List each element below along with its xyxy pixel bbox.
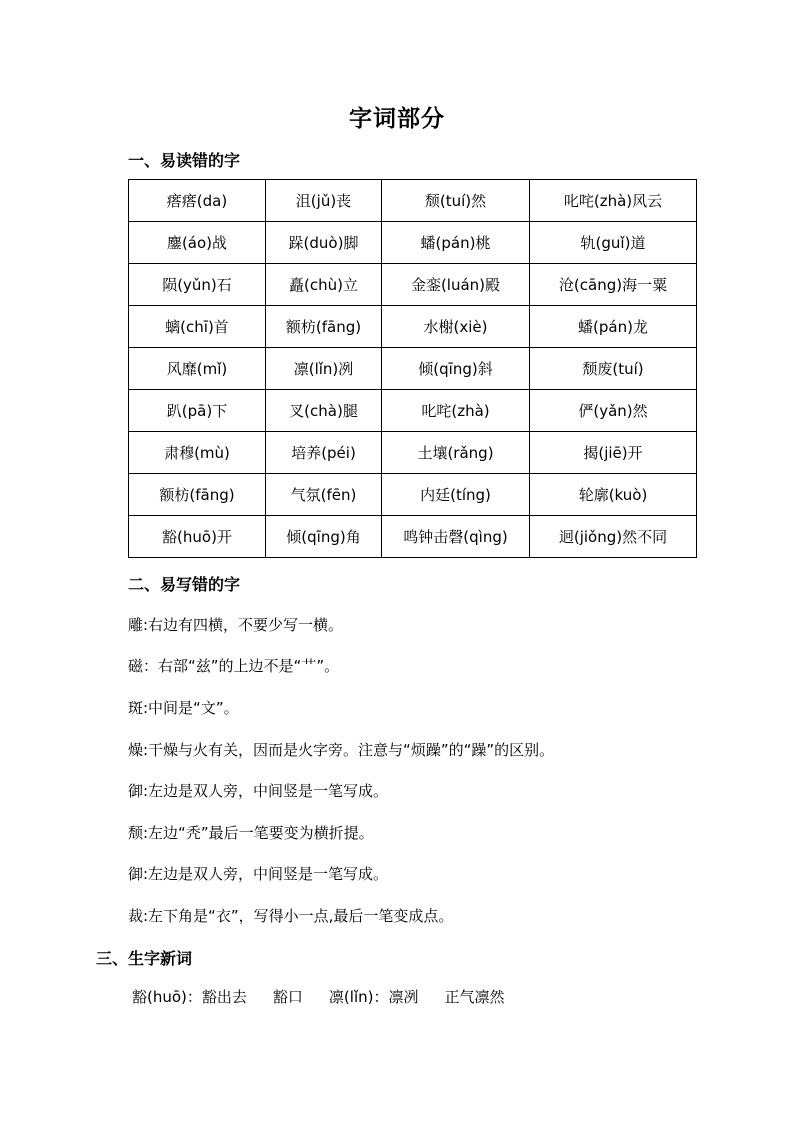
writing-note: 磁：右部“兹”的上边不是“艹”。: [128, 657, 340, 675]
table-cell: 沧(cāng)海一粟: [530, 264, 697, 306]
table-row: [129, 348, 697, 390]
table-cell: 肃穆(mù): [129, 432, 266, 474]
table-row: [129, 222, 697, 264]
table-cell: 跺(duò)脚: [266, 222, 382, 264]
table-row: [129, 264, 697, 306]
table-cell: 内廷(tíng): [382, 474, 530, 516]
table-cell: 土壤(rǎng): [382, 432, 530, 474]
table-cell: 蟠(pán)龙: [530, 306, 697, 348]
new-words-line: [132, 986, 530, 1007]
table-cell: 瘩瘩(da): [129, 180, 266, 222]
table-cell: 倾(qīng)角: [266, 516, 382, 558]
table-cell: 轨(guǐ)道: [530, 222, 697, 264]
writing-note: 裁:左下角是“衣”，写得小一点,最后一笔变成点。: [128, 907, 454, 925]
table-cell: 凛(lǐn)冽: [266, 348, 382, 390]
table-cell: 沮(jǔ)丧: [266, 180, 382, 222]
misread-characters-table: [128, 179, 697, 558]
table-cell: 额枋(fāng): [129, 474, 266, 516]
section-heading-misread-characters: 一、易读错的字: [128, 151, 241, 170]
writing-note: 斑:中间是“文”。: [128, 699, 239, 717]
section-heading-miswritten-characters: 二、易写错的字: [128, 575, 241, 594]
table-row: [129, 306, 697, 348]
table-row: [129, 474, 697, 516]
writing-note: 燥:干燥与火有关，因而是火字旁。注意与“烦躁”的“躁”的区别。: [128, 741, 555, 759]
new-word: 凛(lǐn)：凛冽: [328, 988, 419, 1006]
table-cell: 趴(pā)下: [129, 390, 266, 432]
writing-note: 御:左边是双人旁，中间竖是一笔写成。: [128, 865, 389, 883]
new-word: 豁口: [272, 988, 303, 1006]
table-cell: 额枋(fāng): [266, 306, 382, 348]
table-cell: 鏖(áo)战: [129, 222, 266, 264]
table-cell: 风靡(mǐ): [129, 348, 266, 390]
table-cell: 气氛(fēn): [266, 474, 382, 516]
writing-note: 颓:左边“秃”最后一笔要变为横折提。: [128, 824, 374, 842]
table-cell: 俨(yǎn)然: [530, 390, 697, 432]
writing-note: 御:左边是双人旁，中间竖是一笔写成。: [128, 782, 389, 800]
table-cell: 叉(chà)腿: [266, 390, 382, 432]
table-row: [129, 516, 697, 558]
table-row: [129, 180, 697, 222]
table-cell: 揭(jiē)开: [530, 432, 697, 474]
table-cell: 迥(jiǒng)然不同: [530, 516, 697, 558]
table-cell: 颓(tuí)然: [382, 180, 530, 222]
table-cell: 螭(chī)首: [129, 306, 266, 348]
table-cell: 培养(péi): [266, 432, 382, 474]
section-heading-new-words: 三、生字新词: [96, 949, 193, 968]
table-row: [129, 390, 697, 432]
table-cell: 轮廓(kuò): [530, 474, 697, 516]
table-body: [129, 180, 697, 558]
table-cell: 蟠(pán)桃: [382, 222, 530, 264]
table-cell: 鸣钟击磬(qìng): [382, 516, 530, 558]
table-cell: 倾(qīng)斜: [382, 348, 530, 390]
table-cell: 叱咤(zhà): [382, 390, 530, 432]
table-cell: 金銮(luán)殿: [382, 264, 530, 306]
table-cell: 豁(huō)开: [129, 516, 266, 558]
table-cell: 水榭(xiè): [382, 306, 530, 348]
table-row: [129, 432, 697, 474]
page-title: 字词部分: [349, 106, 445, 132]
new-word: 正气凛然: [444, 988, 505, 1006]
table-cell: 陨(yǔn)石: [129, 264, 266, 306]
table-cell: 叱咤(zhà)风云: [530, 180, 697, 222]
table-cell: 颓废(tuí): [530, 348, 697, 390]
writing-note: 雕:右边有四横，不要少写一横。: [128, 616, 344, 634]
new-word: 豁(huō)：豁出去: [132, 988, 247, 1006]
table-cell: 矗(chù)立: [266, 264, 382, 306]
